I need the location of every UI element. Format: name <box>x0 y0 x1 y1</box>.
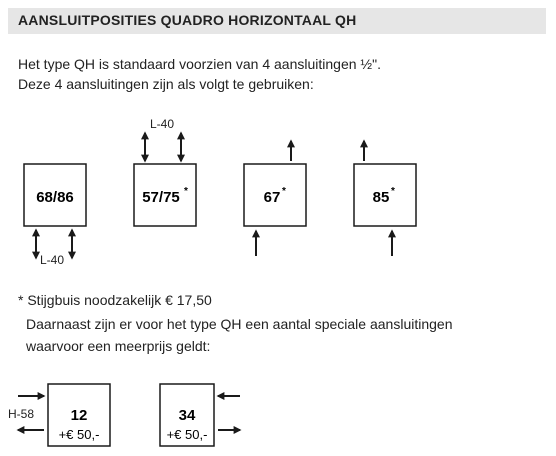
position-67-asterisk: * <box>282 186 286 197</box>
special-position-34-price: +€ 50,- <box>166 427 208 442</box>
position-67 <box>244 141 306 256</box>
position-68-86 <box>24 164 86 267</box>
position-57-75-asterisk: * <box>184 186 188 197</box>
special-position-12 <box>8 384 110 446</box>
position-68-86-connection-label: L-40 <box>40 253 65 267</box>
special-position-34-label: 34 <box>178 407 196 424</box>
special-position-12-connection-label: H-58 <box>8 407 35 421</box>
special-position-12-price: +€ 50,- <box>58 427 100 442</box>
position-85-asterisk: * <box>391 186 395 197</box>
position-57-75-label: 57/75 <box>142 189 180 206</box>
note-line-1: * Stijgbuis noodzakelijk € 17,50 <box>18 292 212 308</box>
note-line-3: waarvoor een meerprijs geldt: <box>26 338 211 354</box>
section-title: AANSLUITPOSITIES QUADRO HORIZONTAAL QH <box>18 12 357 28</box>
intro-line-1: Het type QH is standaard voorzien van 4 aansluitingen ½". <box>18 56 381 72</box>
note-line-2: Daarnaast zijn er voor het type QH een aantal speciale aansluitingen <box>26 316 453 332</box>
position-57-75 <box>134 117 196 226</box>
position-67-label: 67 <box>263 189 281 206</box>
position-85-label: 85 <box>372 189 390 206</box>
position-85 <box>354 141 416 256</box>
position-57-75-connection-label: L-40 <box>150 117 175 131</box>
special-position-12-label: 12 <box>70 407 88 424</box>
position-68-86-label: 68/86 <box>36 189 74 206</box>
special-position-34 <box>160 384 240 446</box>
intro-line-2: Deze 4 aansluitingen zijn als volgt te gebruiken: <box>18 76 314 92</box>
